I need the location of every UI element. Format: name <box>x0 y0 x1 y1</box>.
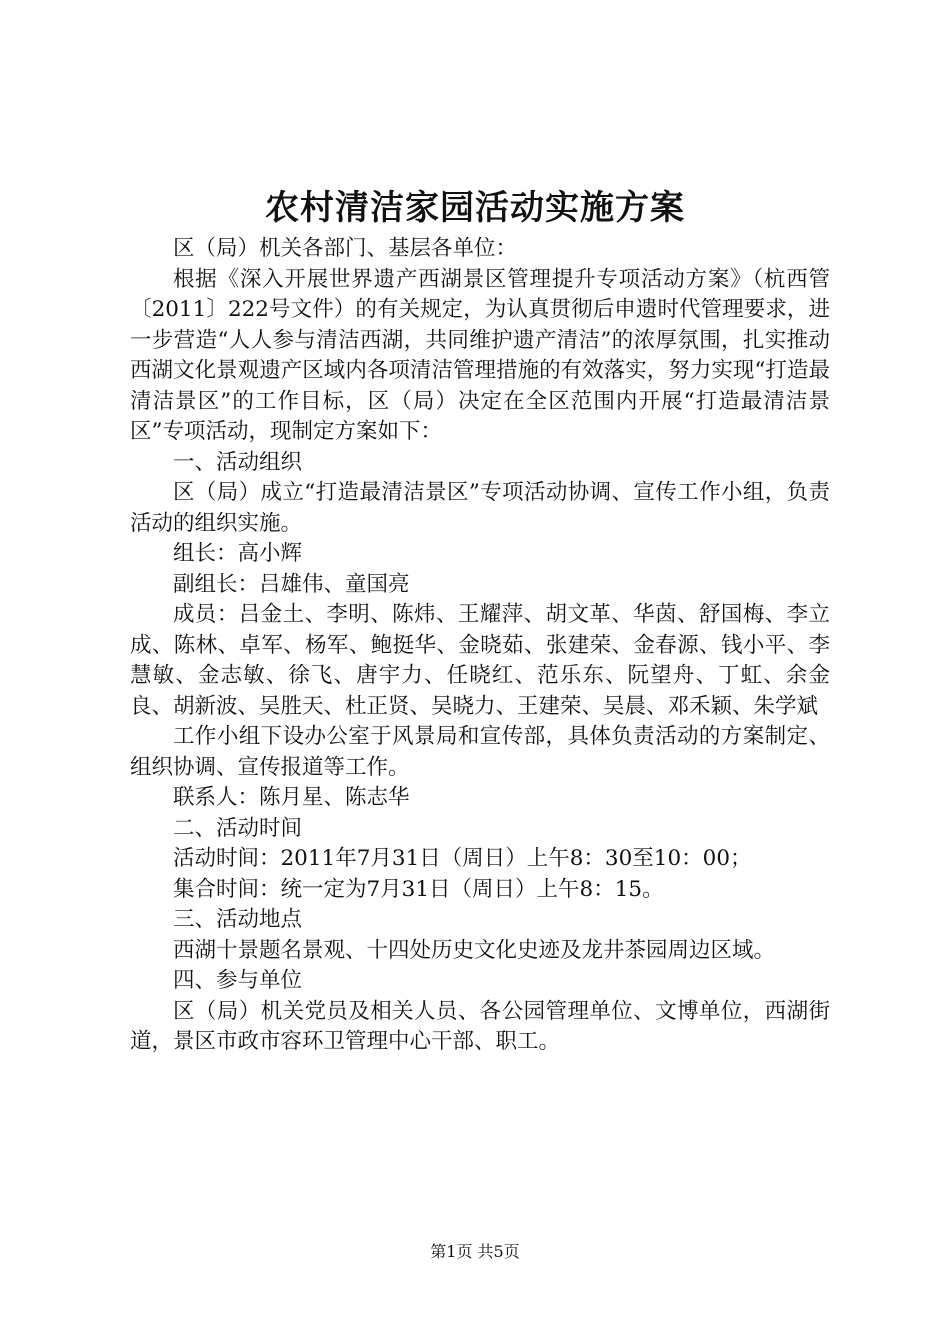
office-paragraph: 工作小组下设办公室于风景局和宣传部，具体负责活动的方案制定、组织协调、宣传报道等工作。 <box>130 724 830 780</box>
document-body <box>130 234 830 1058</box>
activity-location: 西湖十景题名景观、十四处历史文化史迹及龙井茶园周边区域。 <box>173 937 776 963</box>
group-members: 成员：吕金土、李明、陈炜、王耀萍、胡文革、华茵、舒国梅、李立成、陈林、卓军、杨军、鲍挺华、金晓茹、张建荣、金春源、钱小平、李慧敏、金志敏、徐飞、唐宇力、任晓红、范乐东、阮望舟、丁虹、余金良、胡新波、吴胜天、杜正贤、吴晓力、王建荣、吴晨、邓禾颖、朱学斌 <box>130 602 830 719</box>
section-heading-participants: 四、参与单位 <box>173 968 303 993</box>
organization-paragraph: 区（局）成立“打造最清洁景区”专项活动协调、宣传工作小组，负责活动的组织实施。 <box>130 480 830 536</box>
assembly-time: 集合时间：统一定为7月31日（周日）上午8：15。 <box>173 876 664 902</box>
section-heading-location: 三、活动地点 <box>173 907 303 932</box>
section-heading-time: 二、活动时间 <box>173 815 303 841</box>
participants-paragraph: 区（局）机关党员及相关人员、各公园管理单位、文博单位，西湖街道，景区市政市容环卫管理中心干部、职工。 <box>130 998 830 1054</box>
section-heading-organization: 一、活动组织 <box>173 449 303 475</box>
activity-time: 活动时间：2011年7月31日（周日）上午8：30至10：00； <box>173 846 752 871</box>
deputy-group-leader: 副组长：吕雄伟、童国亮 <box>173 571 410 597</box>
salutation: 区（局）机关各部门、基层各单位： <box>173 236 518 261</box>
intro-paragraph: 根据《深入开展世界遗产西湖景区管理提升专项活动方案》（杭西管〔2011〕222号文件）的有关规定，为认真贯彻后申遗时代管理要求，进一步营造“人人参与清洁西湖，共同维护遗产清洁”的浓厚氛围，扎实推动西湖文化景观遗产区域内各项清洁管理措施的有效落实，努力实现“打造最清洁景区”的工作目标，区（局）决定在全区范围内开展“打造最清洁景区”专项活动，现制定方案如下： <box>130 266 830 444</box>
contact-persons: 联系人：陈月星、陈志华 <box>173 785 410 810</box>
document-title: 农村清洁家园活动实施方案 <box>265 188 685 228</box>
page-footer: 第1页 共5页 <box>430 1242 520 1261</box>
group-leader: 组长：高小辉 <box>173 541 303 566</box>
